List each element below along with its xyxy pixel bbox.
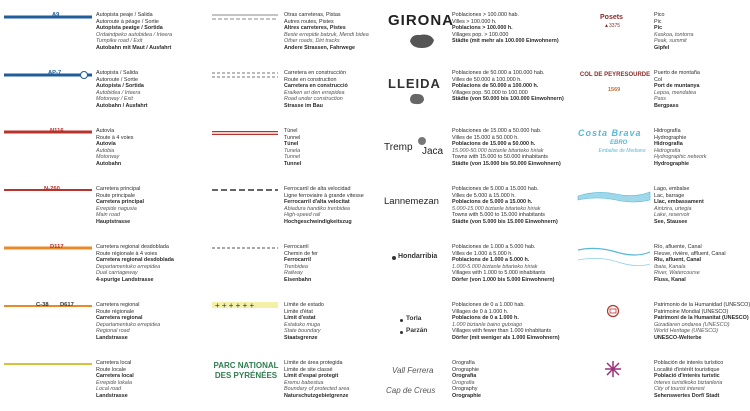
legend-label: Carretera regional Route régionale Carretera regional Departamentuko errepidea Regional road Landstrasse [96, 302, 161, 341]
legend-row-world-heritage [574, 300, 750, 350]
village-dot-icon [392, 256, 396, 260]
legend-row-tunnel [210, 126, 380, 176]
legend-label: Lago, embalse Lac, barrage Llac, embassament Aintzira, urtegia Lake, reservoir See, Stausee [654, 186, 704, 225]
road-code: D117 [50, 244, 64, 250]
village-label: Hondarribia [398, 253, 438, 260]
legend-label: Carretera regional desdoblada Route régionale à 4 voies Carretera regional desdoblada Departamentuko errepidea Dual carriageway 4-spurige Landstrasse [96, 244, 174, 283]
hydro-label-2: EBRO [610, 140, 628, 146]
legend-row-state-boundary [210, 300, 380, 350]
city-blob-icon [408, 32, 436, 50]
legend-label: Carretera en construcción Route en construction Carretera en construcció Eraiken ari den errepidea Road under construction Strasse im Bau [284, 70, 348, 109]
legend-label: Autovía Route à 4 voies Autovía Autobia Motorway Autobahn [96, 128, 134, 167]
legend-row-town-15k [382, 126, 592, 176]
legend-label: Otras carreteras, Pistas Autres routes, Pistes Altres carreteres, Pistes Beste errepide batzuk, Mendi bidea Other roads, Dirt tracks Andere Strassen, Fahrwege [284, 12, 369, 51]
legend-label: Poblaciones de 1.000 a 5.000 hab. Villes de 1.000 à 5.000 h. Poblacions de 1.000 a 5.000 h. 1.000-5.000 biztanle bitarteko hiriak Villages with 1.000 to 5.000 inhabitants Dörfer (von 1.000 bis 5.000 Einwohnern) [452, 244, 555, 283]
legend-label: Límite de estado Limite d'état Límit d'estat Estatuko muga State boundary Staatsgrenze [284, 302, 324, 341]
town-blob-icon [416, 136, 428, 146]
legend-row-village-1k [382, 242, 592, 292]
svg-text:+ + + + + +: + + + + + + [215, 301, 255, 310]
village-dot-icon-2 [400, 331, 403, 334]
legend-row-toll-motorway [0, 10, 200, 60]
dual-motorway-symbol [4, 129, 92, 135]
legend-row-peak [574, 10, 750, 60]
legend-row-hydrography [574, 126, 750, 176]
legend-label: Carretera principal Route principale Carretera principal Errepide nagusia Main road Hauptstrasse [96, 186, 144, 225]
orography-label-2: Cap de Creus [386, 386, 436, 395]
hydro-label-3: Embalse de Mediano [598, 148, 646, 154]
local-road-symbol [4, 361, 92, 367]
village-dot-icon [400, 319, 403, 322]
river-symbol [576, 244, 652, 270]
high-speed-rail-symbol [212, 187, 278, 193]
road-code: N-260 [44, 186, 60, 192]
city-label: LLEIDA [388, 76, 441, 91]
village-label: Torla [406, 315, 422, 322]
city-blob-icon [408, 92, 426, 106]
state-boundary-symbol [212, 300, 278, 310]
unesco-icon [606, 304, 620, 318]
town-label-2: Jaca [422, 146, 444, 157]
legend-label: Patrimonio de la Humanidad (UNESCO) Patrimoine Mondial (UNESCO) Patrimoni de la Humanitat (UNESCO) Gizadiaren ondarea (UNESCO) World Heritage (UNESCO) UNESCO-Welterbe [654, 302, 750, 341]
legend-row-other-roads [210, 10, 380, 60]
tunnel-symbol [212, 129, 278, 137]
road-code: AP-7 [48, 70, 62, 76]
road-code: N116 [50, 128, 64, 134]
legend-row-high-speed-rail [210, 184, 380, 234]
legend-label: Población de interés turístico Localité d'intérêt touristique Població d'interès turístic Interes turistikoko biztanleria City of tourist interest Sehenswertes Dorf/ Stadt [654, 360, 724, 399]
legend-row-regional-dual [0, 242, 200, 292]
tourist-star-icon [604, 360, 622, 378]
legend-row-lake [574, 184, 750, 234]
pass-label: COL DE PEYRESOURDE [579, 72, 651, 78]
legend-row-railway [210, 242, 380, 292]
peak-height: ▲3375 [604, 23, 621, 29]
lake-symbol [576, 188, 652, 206]
railway-symbol [212, 245, 278, 251]
pass-height: 1569 [608, 87, 621, 93]
legend-column-roads [0, 0, 200, 411]
legend-label: Poblaciones > 100.000 hab. Villes > 100.000 h. Poblacions > 100.000 h. Villages pop. > 100.000 Städte (mit mehr als 100.000 Einwohnern) [452, 12, 559, 45]
hydro-label: Costa Brava [578, 128, 642, 138]
road-code: C-38 [36, 302, 49, 308]
legend-label: Orografía Orographie Orografia Orografia Orography Orographie [452, 360, 482, 399]
legend-label: Límite de área protegida Limite de site classé Límit d'espai protegit Eremu babestua Boundary of protected area Naturschutzgebietgrenze [284, 360, 350, 399]
legend-label: Ferrocarril Chemin de fer Ferrocarril Trenbidea Railway Eisenbahn [284, 244, 318, 283]
legend-row-city-100k [382, 10, 592, 60]
legend-row-tourist-interest [574, 358, 750, 408]
construction-symbol [212, 71, 278, 79]
legend-label: Ferrocarril de alta velocidad Ligne ferroviaire à grande vitesse Ferrocarril d'alta velocitat Abiadura handiko trenbidea High-speed rail Hochgeschwindigkeitszug [284, 186, 364, 225]
legend-label: Carretera local Route locale Carretera local Errepide lokala Local road Landstrasse [96, 360, 134, 399]
legend-label: Poblaciones de 5.000 a 15.000 hab. Villes de 5.000 à 15.000 h. Poblacions de 5.000 a 15.000 h. 5.000-15.000 biztanle bitarteko hiriak Towns with 5.000 to 15.000 inhabitants Städte (von 5.000 bis 15.000 Einwohnern) [452, 186, 558, 225]
city-label: GIRONA [388, 12, 454, 29]
legend-label: Autopista peaje / Salida Autoroute à péage / Sortie Autopista peatge / Sortida Ordaindpeko autobidea / Irteera Turnpike road / Exit Autobahn mit Maut / Ausfahrt [96, 12, 173, 51]
other-roads-symbol [212, 13, 278, 21]
legend-row-regional-road [0, 300, 200, 350]
legend-label: Río, afluente, Canal Fleuve, rivière, affluent, Canal Riu, afluent, Canal Ibaia, Kanala River, Watercourse Fluss, Kanal [654, 244, 726, 283]
legend-row-dual-motorway [0, 126, 200, 176]
legend-label: Poblaciones de 50.000 a 100.000 hab. Villes de 50.000 à 100.000 h. Poblacions de 50.000 a 100.000 h. Villages pop. 50.000 to 100.000 Städte (von 50.000 bis 100.000 Einwohnern) [452, 70, 564, 103]
protected-area-symbol: PARC NATIONAL DES PYRÉNÉES [213, 361, 279, 380]
legend-label: Autopista / Salida Autoroute / Sortie Autopista / Sortida Autobidea / Irteera Motorway / Exit Autobahn / Ausfahrt [96, 70, 148, 109]
legend-label: Pico Pic Pic Kaskoa, tontorra Peak, summit Gipfel [654, 12, 694, 51]
village-label-2: Parzán [406, 327, 428, 334]
town-label: Tremp [384, 142, 413, 153]
legend-row-main-road [0, 184, 200, 234]
legend-column-places [382, 0, 592, 411]
legend-label: Poblaciones de 0 a 1.000 hab. Villages de 0 à 1.000 h. Poblacions de 0 a 1.000 h. 1.000 biztanle baino gutxiago Villages with fewer than 1.000 inhabitants Dörfer (mit weniger als 1.000 Einwohnern) [452, 302, 560, 341]
legend-column-nature [574, 0, 750, 411]
legend-row-road-construction [210, 68, 380, 118]
legend-label: Túnel Tunnel Túnel Tunela Tunnel Tunnel [284, 128, 302, 167]
regional-dual-symbol [4, 245, 92, 251]
road-code-2: D617 [60, 302, 74, 308]
legend-label: Puerto de montaña Col Port de muntanya Lepoa, mendatea Pass Bergpass [654, 70, 700, 109]
legend-row-local-road [0, 358, 200, 408]
legend-row-river [574, 242, 750, 292]
legend-label: Poblaciones de 15.000 a 50.000 hab. Villes de 15.000 à 50.000 h. Poblacions de 15.000 a 50.000 h. 15.000-50.000 biztanle bitarteko hiriak Towns with 15.000 to 50.000 inhabitants Städte (von 15.000 bis 50.000 Einwohnern) [452, 128, 561, 167]
legend-row-protected-area [210, 358, 380, 408]
legend-column-infrastructure [210, 0, 380, 411]
legend-row-motorway [0, 68, 200, 118]
legend-row-village-small [382, 300, 592, 350]
legend-row-town-5k [382, 184, 592, 234]
legend-row-orography [382, 358, 592, 408]
peak-label: Posets [600, 14, 623, 21]
toll-motorway-symbol [4, 14, 92, 20]
road-code: A9 [52, 12, 60, 18]
orography-label: Vall Ferrera [392, 366, 434, 375]
legend-row-pass [574, 68, 750, 118]
legend-row-city-50k [382, 68, 592, 118]
town-label: Lannemezan [384, 196, 439, 207]
legend-label: Hidrografía Hydrographie Hidrografia Hidrografia Hydrographic network Hydrographie [654, 128, 707, 167]
